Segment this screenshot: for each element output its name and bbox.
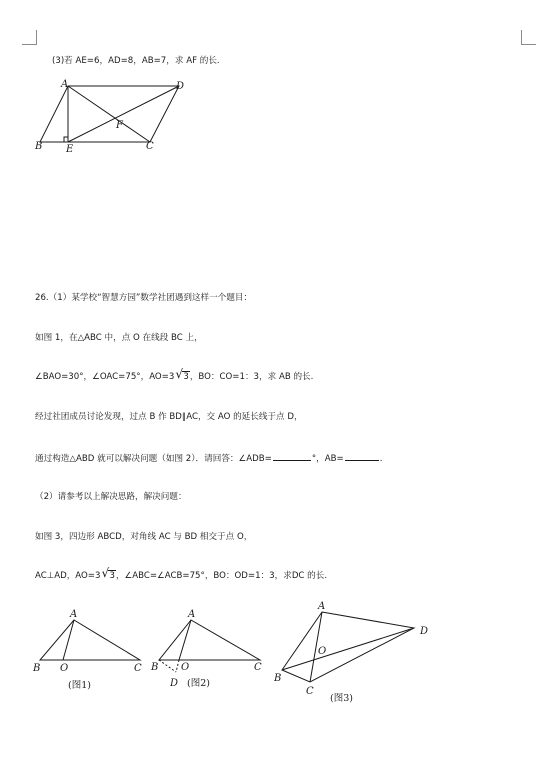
part3-question: (3)若 AE=6，AD=8，AB=7，求 AF 的长. bbox=[52, 56, 220, 66]
q26-line4 bbox=[35, 451, 382, 465]
fig2-label-O: O bbox=[181, 662, 190, 673]
figure-2 bbox=[148, 606, 273, 694]
q26-line4-a: 通过构造△ABD 就可以解决问题（如图 2）．请回答：∠ADB= bbox=[35, 454, 272, 464]
q26-intro: 26.（1）某学校“智慧方园”数学社团遇到这样一个题目： bbox=[35, 293, 253, 303]
answer-blank-angle-adb[interactable] bbox=[273, 451, 311, 461]
fig3-label-B: B bbox=[274, 673, 282, 684]
sqrt-symbol: √ 3 bbox=[101, 566, 115, 581]
fig3-label-A: A bbox=[318, 601, 326, 612]
q26-line3: 经过社团成员讨论发现，过点 B 作 BD∥AC，交 AO 的延长线于点 D， bbox=[35, 412, 303, 422]
fig3-label-C: C bbox=[306, 686, 314, 697]
fig2-label-A: A bbox=[188, 609, 196, 620]
fig2-caption: (图2) bbox=[187, 678, 210, 689]
q26-part2: （2）请参考以上解决思路，解决问题： bbox=[35, 492, 187, 502]
q26-line6-radicand: 3 bbox=[109, 571, 115, 581]
sqrt-symbol: √ 3 bbox=[175, 367, 189, 382]
label-E: E bbox=[66, 144, 74, 155]
label-B: B bbox=[35, 141, 43, 152]
crop-mark-top-right bbox=[521, 30, 536, 45]
fig1-label-B: B bbox=[33, 663, 41, 674]
label-C: C bbox=[146, 141, 154, 152]
figure-3 bbox=[270, 598, 440, 708]
q26-line6-a: AC⊥AD，AO=3 bbox=[35, 571, 101, 581]
q26-line1: 如图 1，在△ABC 中，点 O 在线段 BC 上， bbox=[35, 333, 203, 343]
fig1-label-O: O bbox=[60, 663, 69, 674]
q26-line4-b: °，AB= bbox=[311, 454, 344, 464]
fig2-label-C: C bbox=[254, 662, 262, 673]
q26-line2-radicand: 3 bbox=[183, 372, 189, 382]
q26-line4-c: . bbox=[379, 454, 383, 464]
fig3-label-D: D bbox=[420, 626, 429, 637]
crop-mark-top-left bbox=[22, 30, 37, 45]
fig3-label-O: O bbox=[318, 646, 327, 657]
fig1-caption: (图1) bbox=[68, 680, 91, 691]
q26-line2-b: ，BO：CO=1：3，求 AB 的长. bbox=[189, 372, 314, 382]
figure-1 bbox=[30, 606, 155, 694]
fig2-label-D: D bbox=[170, 678, 179, 689]
label-F: F bbox=[116, 120, 123, 131]
fig1-label-C: C bbox=[134, 663, 142, 674]
label-A: A bbox=[61, 79, 69, 90]
q26-line5: 如图 3，四边形 ABCD，对角线 AC 与 BD 相交于点 O， bbox=[35, 532, 253, 542]
label-D: D bbox=[176, 81, 185, 92]
answer-blank-ab[interactable] bbox=[345, 451, 379, 461]
q26-line2 bbox=[35, 367, 314, 383]
q26-line6-b: ，∠ABC=∠ACB=75°，BO：OD=1：3，求DC 的长. bbox=[115, 571, 328, 581]
fig2-label-B: B bbox=[151, 662, 159, 673]
parallelogram-figure bbox=[30, 76, 200, 156]
q26-line6 bbox=[35, 566, 328, 582]
fig3-caption: (图3) bbox=[330, 693, 353, 704]
fig1-label-A: A bbox=[70, 609, 78, 620]
q26-line2-a: ∠BAO=30°，∠OAC=75°，AO=3 bbox=[35, 372, 175, 382]
